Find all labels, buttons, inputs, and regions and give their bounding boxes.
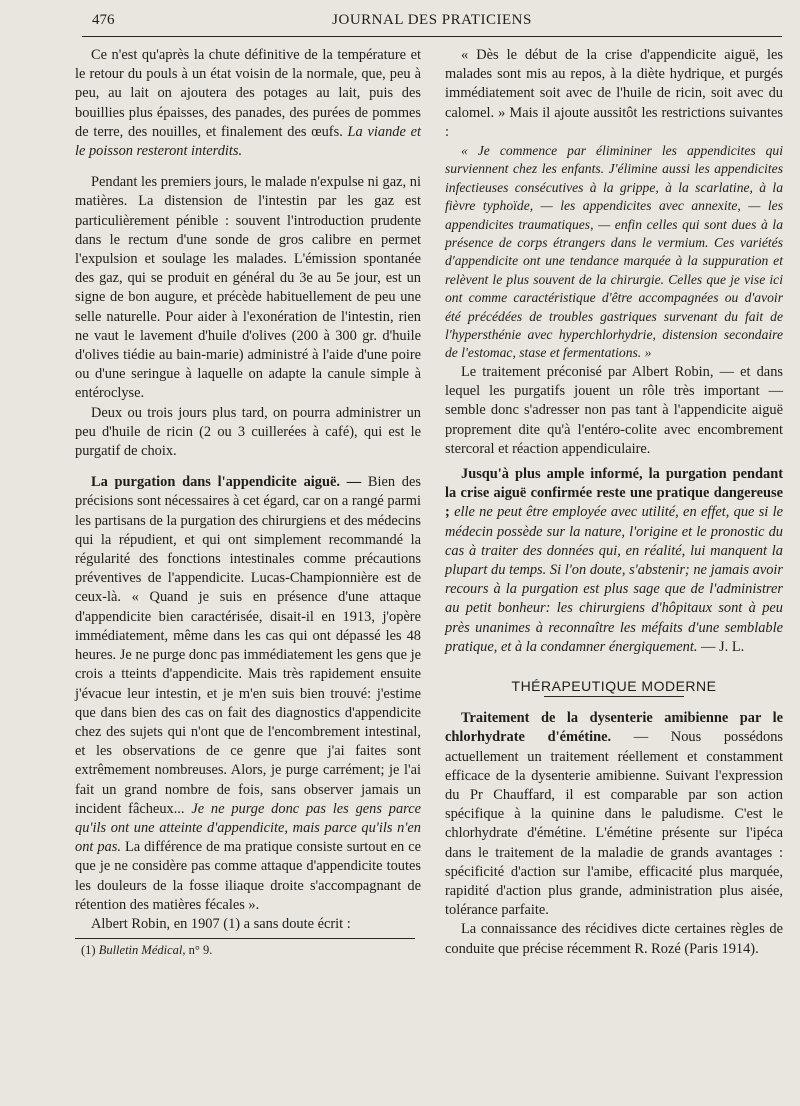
right-paragraph-3 xyxy=(445,465,783,657)
left-paragraph-1-italic: La viande et le poisson resteront interdits. xyxy=(75,123,421,160)
right-paragraph-3-bold: Jusqu'à plus ample informé, la purgation pendant la crise aiguë confirmée reste une pratique dangereuse ; xyxy=(445,465,783,521)
footnote xyxy=(75,942,421,958)
section-heading-therapeutique: THÉRAPEUTIQUE MODERNE xyxy=(511,677,717,694)
left-paragraph-1-text: Ce n'est qu'après la chute définitive de la température et le retour du pouls à un état voisin de la normale, que, peu à peu, au lait on ajoutera des potages au lait, puis des bouillies plus épaisses, des panades, des purées de pommes de terre, des nouilles, et finalement des œufs. xyxy=(75,47,421,140)
left-paragraph-4-text: Bien des précisions sont nécessaires à cet égard, car on a rangé parmi les partisans de la purgation des chirurgiens et des médecins qui la répudient, et qui ont simplement recommandé la régularité des fonctions intestinales comme précautions préventives de l'appendicite. Lucas-Championnière est de ceux-là. « Quand je suis en présence d'une attaque d'appendicite bien caractérisée, disait-il en 1913, j'opère immédiatement, même dans les cas qui ont dépassé les 48 heures. Je ne purge donc pas immédiatement les gens que je crois a tteints d'appendicite. Mais très rapidement ensuite j'évacue leur intestin, et je m'en suis bien trouvé: j'estime que dans bien des cas on fait des diagnostics d'appendicite chez des sujets qui n'ont que de l'encombrement intestinal, et les observations de ce genre que j'ai faites sont extrêmement nombreuses. Alors, je purge carrément; je l'ai fait un grand nombre de fois, sans observer jamais un incident fâcheux... xyxy=(75,474,421,817)
left-paragraph-1 xyxy=(75,46,421,161)
footnote-number: (1) xyxy=(81,943,99,958)
right-column xyxy=(445,46,783,959)
footnote-tail: , n° 9. xyxy=(182,943,213,958)
left-paragraph-5: Albert Robin, en 1907 (1) a sans doute écrit : xyxy=(91,915,351,932)
right-paragraph-3-italic: elle ne peut être employée avec utilité, en effet, que si le médecin possède sur la nature, l'origine et le pronostic du cas à traiter des données qui, en réalité, lui manquent la plupart du temps. Si l'on doute, s'abstenir; ne jamais avoir recours à la purgation est plus sage que de l'administrer au petit bonheur: les chirurgiens d'hôpitaux sont à peu près unanimes à reconnaître les méfaits d'une semblable pratique, et à la condamner énergiquement. xyxy=(445,504,783,655)
page-number: 476 xyxy=(92,12,115,28)
left-paragraph-3: Deux ou trois jours plus tard, on pourra administrer un peu d'huile de ricin (2 ou 3 cuillerées à café), qui est le purgatif de choix. xyxy=(75,404,421,460)
robin-quote: « Je commence par élimininer les appendicites qui surviennent chez les enfants. J'élimine aussi les appendicites infectieuses consécutives à la grippe, à la scarlatine, à la fièvre typhoïde, — les appendicites avec annexite, — les appendicites traumatiques, — enfin celles qui sont dues à la présence de corps étrangers dans le vermium. Ces variétés d'appendicite ont une tendance marquée à la suppuration et relèvent le plus souvent de la chirurgie. Celles que je vise ici ont comme caractéristique d'être accompagnées ou d'avoir été précédées de troubles gastriques survenant du fait de l'hypersthénie avec hyperchlorhydrie, distension secondaire de l'estomac, stase et fermentations. » xyxy=(445,143,783,361)
right-paragraph-4 xyxy=(445,709,783,920)
footnote-source: Bulletin Médical xyxy=(98,943,183,958)
article-title-dysenterie: Traitement de la dysenterie amibienne par le chlorhydrate d'émétine. xyxy=(445,710,783,746)
author-signature: — J. L. xyxy=(697,638,745,655)
left-paragraph-4-tail: La différence de ma pratique consiste surtout en ce que je ne considère pas comme attaque d'appendicite toutes les douleurs de la fosse iliaque droite s'accompagnant de rétention des matières fécales ». xyxy=(75,839,422,913)
left-paragraph-4-italic: Je ne purge donc pas les gens parce qu'ils ont une atteinte d'appendicite, mais parce qu'ils n'en ont pas. xyxy=(75,800,421,856)
right-paragraph-2: Le traitement préconisé par Albert Robin, — et dans lequel les purgatifs jouent un rôle très important — semble donc s'adresser non pas tant à l'appendicite aiguë proprement dite qu'à l'entéro-colite avec encombrement stercoral et réaction appendiculaire. xyxy=(445,363,783,457)
header-rule xyxy=(82,36,782,37)
right-paragraph-5: La connaissance des récidives dicte certaines règles de conduite que précise récemment R. Rozé (Paris 1914). xyxy=(445,921,783,957)
section-title-purgation: La purgation dans l'appendicite aiguë. — xyxy=(91,474,368,491)
right-paragraph-1: « Dès le début de la crise d'appendicite aiguë, les malades sont mis au repos, à la diète hydrique, et purgés immédiatement soit avec de l'huile de ricin, soit avec du calomel. » Mais il ajoute aussitôt les restrictions suivantes : xyxy=(445,47,783,140)
right-paragraph-4-text: — Nous possédons actuellement un traitement réellement et constamment efficace de la dysenterie amibienne. Suivant l'expression du Pr Chauffard, il est comparable par son action spécifique à la quinine dans le paludisme. C'est le chlorhydrate d'émétine. L'émétine présente sur l'ipéca dans le traitement de la maladie de grands avantages : spécificité d'action sur l'amibe, efficacité plus marquée, rapidité d'action plus grande, administration plus aisée, tolérance parfaite. xyxy=(445,729,783,919)
footnote-rule xyxy=(75,938,415,939)
page-header xyxy=(82,10,782,32)
left-column xyxy=(75,46,421,958)
left-paragraph-4 xyxy=(75,473,421,915)
journal-title: JOURNAL DES PRATICIENS xyxy=(332,12,532,28)
left-paragraph-2: Pendant les premiers jours, le malade n'expulse ni gaz, ni matières. La distension de l'intestin par les gaz est particulièrement pénible : souvent l'introduction prudente dans le rectum d'une sonde de gros calibre en permet l'expulsion et soulage les malades. L'émission spontanée des gaz, qui se produit en général du 3e au 5e jour, est un signe de bon augure, et précède habituellement de peu une selle naturelle. Pour aider à l'exonération de l'intestin, rien ne vaut le lavement d'huile d'olives (200 à 300 gr. d'huile d'olives tiédie au bain-marie) administré à l'aide d'une poire ou d'une seringue à laquelle on adapte la canule simple à entéroclyse. xyxy=(75,174,421,402)
